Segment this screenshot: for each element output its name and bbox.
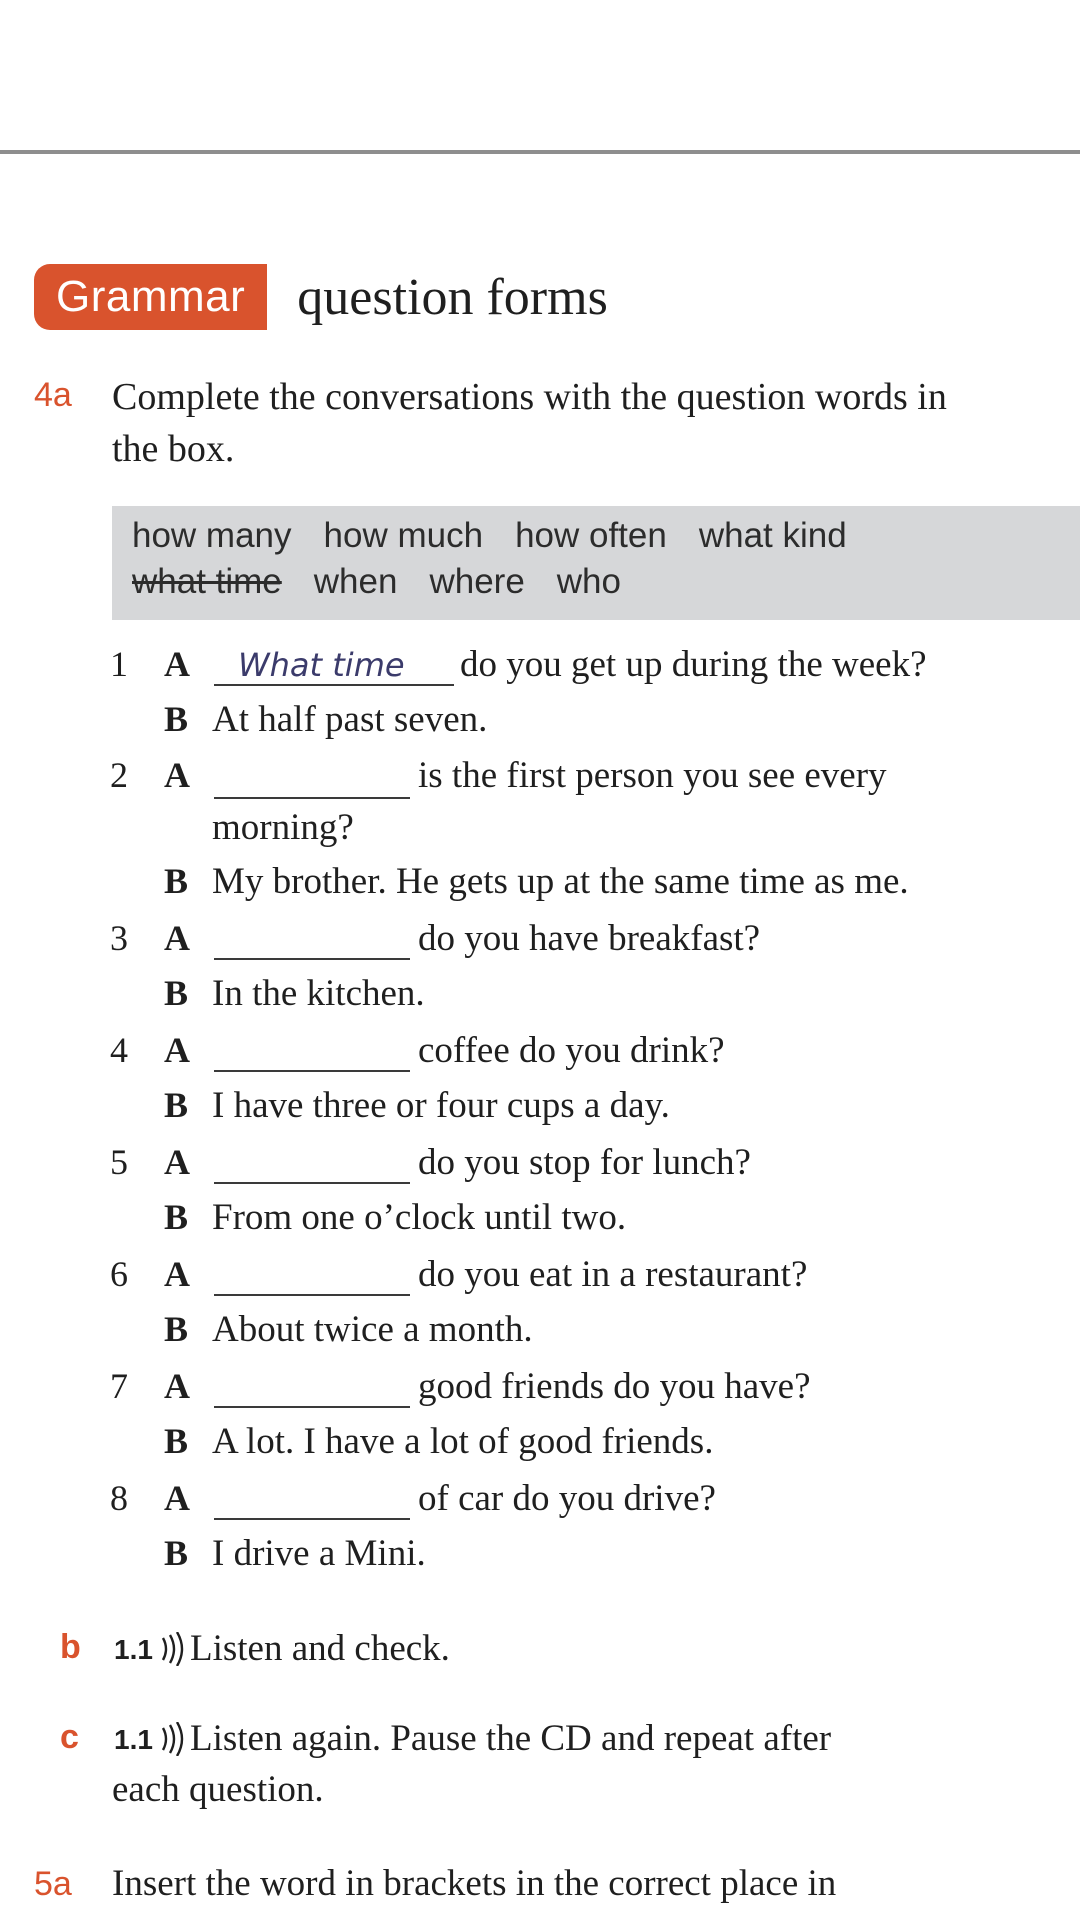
item-number: 7 (110, 1366, 128, 1406)
speaker-label: A (164, 1478, 190, 1518)
speaker-label: B (164, 699, 189, 739)
speaker-label: A (164, 1366, 190, 1406)
speaker-label: A (164, 918, 190, 958)
word-row (132, 516, 879, 556)
answer-text: From one o’clock until two. (212, 1197, 627, 1238)
question-text: morning? (212, 807, 354, 848)
speaker-label: B (164, 861, 189, 901)
answer-text: I drive a Mini. (212, 1533, 426, 1574)
track-number: 1.1 (114, 1724, 153, 1755)
question-text: do you eat in a restaurant? (418, 1254, 808, 1295)
speaker-label: B (164, 1085, 189, 1125)
audio-icon[interactable] (160, 1722, 186, 1756)
answer-text: About twice a month. (212, 1309, 533, 1350)
word-option: when (313, 562, 398, 601)
word-option: how many (132, 516, 292, 555)
word-option: who (556, 562, 621, 601)
item-number: 6 (110, 1254, 128, 1294)
answer-blank[interactable] (214, 1182, 410, 1184)
exercise-number: 4a (34, 376, 72, 414)
word-option: how much (323, 516, 484, 555)
answer-blank[interactable] (214, 1406, 410, 1408)
speaker-label: A (164, 1030, 190, 1070)
divider (0, 150, 1080, 154)
top-blank-area (0, 0, 1080, 150)
answer-text: At half past seven. (212, 699, 488, 740)
speaker-label: A (164, 644, 190, 684)
question-text: coffee do you drink? (418, 1030, 725, 1071)
question-text: do you stop for lunch? (418, 1142, 751, 1183)
word-option-used: what time (132, 562, 282, 601)
word-box (112, 506, 1080, 620)
speaker-label: B (164, 1421, 189, 1461)
answer-blank[interactable] (214, 797, 410, 799)
track-number: 1.1 (114, 1634, 153, 1665)
word-option: what kind (698, 516, 847, 555)
answer-blank[interactable] (214, 684, 454, 686)
item-number: 2 (110, 755, 128, 795)
exercise-letter: b (60, 1628, 81, 1666)
instruction-text: Listen and check. (190, 1628, 450, 1669)
instruction-line: the box. (112, 428, 235, 470)
word-option: how often (515, 516, 667, 555)
instruction-text: each question. (112, 1769, 324, 1810)
answer-blank[interactable] (214, 958, 410, 960)
speaker-label: B (164, 973, 189, 1013)
section-heading (34, 262, 608, 332)
handwritten-answer: What time (238, 646, 405, 684)
word-row (132, 562, 653, 602)
exercise-letter: c (60, 1718, 79, 1756)
instruction-line: Complete the conversations with the question words in (112, 376, 947, 418)
speaker-label: A (164, 1142, 190, 1182)
item-number: 1 (110, 644, 128, 684)
speaker-label: A (164, 1254, 190, 1294)
answer-text: In the kitchen. (212, 973, 425, 1014)
answer-blank[interactable] (214, 1294, 410, 1296)
item-number: 5 (110, 1142, 128, 1182)
grammar-tag: Grammar (34, 264, 267, 330)
instruction-text: Insert the word in brackets in the correct place in (112, 1863, 837, 1904)
word-option: where (429, 562, 525, 601)
question-text: do you have breakfast? (418, 918, 761, 959)
audio-icon[interactable] (160, 1632, 186, 1666)
question-text: of car do you drive? (418, 1478, 716, 1519)
item-number: 4 (110, 1030, 128, 1070)
speaker-label: B (164, 1309, 189, 1349)
item-number: 3 (110, 918, 128, 958)
speaker-label: B (164, 1533, 189, 1573)
speaker-label: A (164, 755, 190, 795)
answer-text: A lot. I have a lot of good friends. (212, 1421, 714, 1462)
exercise-number: 5a (34, 1865, 72, 1903)
answer-blank[interactable] (214, 1518, 410, 1520)
question-text: good friends do you have? (418, 1366, 811, 1407)
answer-text: I have three or four cups a day. (212, 1085, 670, 1126)
instruction-text: Listen again. Pause the CD and repeat after (190, 1718, 832, 1759)
answer-text: My brother. He gets up at the same time as me. (212, 861, 909, 902)
section-title: question forms (297, 268, 608, 326)
answer-blank[interactable] (214, 1070, 410, 1072)
question-text: do you get up during the week? (460, 644, 927, 685)
speaker-label: B (164, 1197, 189, 1237)
question-text: is the first person you see every (418, 755, 887, 796)
item-number: 8 (110, 1478, 128, 1518)
